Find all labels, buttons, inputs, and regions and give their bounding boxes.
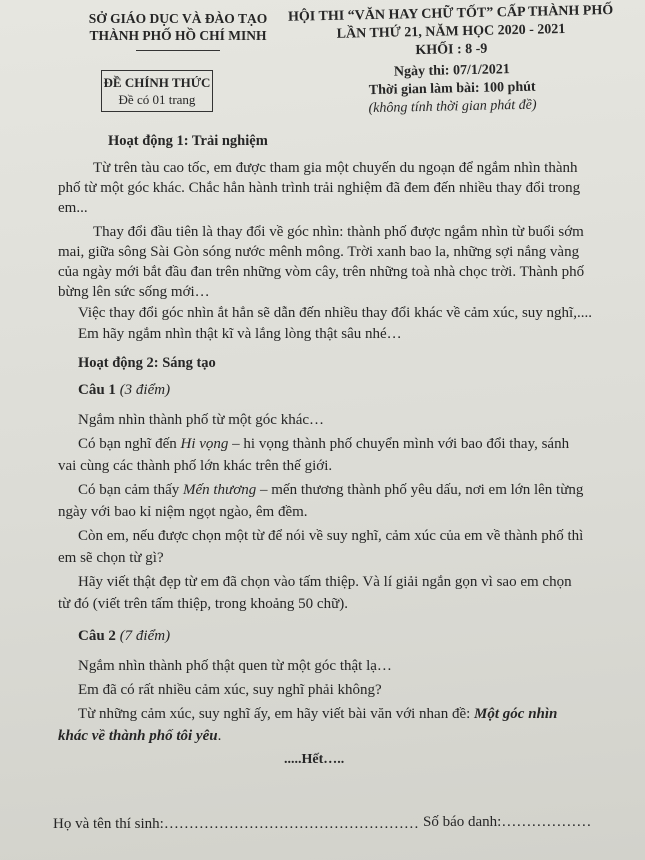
question1-hope-line1 [78,436,569,453]
department-name: SỞ GIÁO DỤC VÀ ĐÀO TẠO [88,11,268,26]
question1-task-line1: Hãy viết thật đẹp từ em đã chọn vào tấm thiệp. Và lí giải ngắn gọn vì sao em chọn [78,574,572,590]
contest-edition: LẦN THỨ 21, NĂM HỌC 2020 - 2021 [336,21,566,42]
activity1-p2-line2: mai, giữa sông Sài Gòn sóng nước mênh mông. Trời xanh bao la, những sợi nắng vàng [58,244,580,260]
activity1-p1-line1: Từ trên tàu cao tốc, em được tham gia một chuyến du ngoạn để ngắm nhìn thành [93,160,578,176]
grade-level: KHỐI : 8 -9 [415,41,488,59]
question2-line3 [78,706,557,723]
hope-prefix: Có bạn nghĩ đến [78,436,181,452]
department-header [62,10,294,51]
activity1-p3-line2: Em hãy ngắm nhìn thật kĩ và lắng lòng thật sâu nhé… [78,326,402,342]
love-suffix: – mến thương thành phố yêu dấu, nơi em lớn lên từng [256,482,584,498]
contest-header [278,2,625,120]
activity1-p1-line3: em... [58,200,88,216]
candidate-id-label: Số báo danh:……………… [423,814,592,830]
question1-heading [78,382,170,399]
question2-line2: Em đã có rất nhiều cảm xúc, suy nghĩ phải không? [78,682,382,698]
question1-love-line2: ngày với bao kỉ niệm ngọt ngào, êm đềm. [58,504,308,520]
activity2-heading: Hoạt động 2: Sáng tạo [78,355,216,371]
question1-label: Câu 1 [78,382,116,398]
question1-points: (3 điểm) [119,382,171,398]
hope-suffix: – hi vọng thành phố chuyển mình với bao đổi thay, sánh [228,436,570,452]
activity1-heading: Hoạt động 1: Trải nghiệm [108,133,268,149]
activity1-p3-line1: Việc thay đổi góc nhìn ắt hẳn sẽ dẫn đến nhiều thay đổi khác về cảm xúc, suy nghĩ,.... [78,305,592,321]
question2-line4 [58,728,221,745]
header-divider [136,50,220,51]
exam-duration: Thời gian làm bài: 100 phút [368,79,536,99]
end-mark: .....Hết….. [284,752,345,767]
contest-name: HỘI THI “VĂN HAY CHỮ TỐT” CẤP THÀNH PHỐ [287,2,614,25]
question2-label: Câu 2 [78,628,116,644]
question1-you-line2: em sẽ chọn từ gì? [58,550,164,566]
question1-task-line2: từ đó (viết trên tấm thiệp, trong khoảng 50 chữ). [58,596,348,612]
question2-prompt: Từ những cảm xúc, suy nghĩ ấy, em hãy viết bài văn với nhan đề: [78,706,475,722]
question1-you-line1: Còn em, nếu được chọn một từ để nói về suy nghĩ, cảm xúc của em về thành phố thì [78,528,584,544]
question1-hope-line2: vai cùng các thành phố lớn khác trên thế giới. [58,458,333,474]
love-prefix: Có bạn cảm thấy [78,482,183,498]
question1-intro: Ngắm nhìn thành phố từ một góc khác… [78,412,325,428]
official-exam-title: ĐỀ CHÍNH THỨC [103,75,211,90]
candidate-name-label: Họ và tên thí sinh:…………………………………………… [53,816,419,832]
question2-heading [78,628,170,645]
page-count: Đề có 01 trang [118,92,196,107]
essay-title-part2: khác về thành phố tôi yêu [58,728,218,744]
activity1-p2-line1: Thay đổi đầu tiên là thay đổi về góc nhìn: thành phố được ngắm nhìn từ buổi sớm [93,224,584,240]
question1-love-line1 [78,482,583,499]
official-exam-box [101,70,213,112]
essay-title-end: . [217,728,222,744]
activity1-p2-line3: của ngày mới bắt đầu đan trên những vòm cây, trên những toà nhà chọc trời. Thành phố [58,264,585,280]
question2-points: (7 điểm) [119,628,171,644]
essay-title-part1: Một góc nhìn [474,706,558,722]
question2-line1: Ngắm nhìn thành phố thật quen từ một góc thật lạ… [78,658,392,674]
love-word: Mến thương [182,482,257,498]
activity1-p1-line2: phố từ một góc khác. Chắc hẳn hành trình trải nghiệm đã đem đến nhiều thay đổi trong [58,180,581,196]
exam-date: Ngày thi: 07/1/2021 [393,62,510,80]
activity1-p2-line4: bừng lên sức sống mới… [58,284,210,300]
duration-note: (không tính thời gian phát đề) [368,97,537,117]
hope-word: Hi vọng [180,436,229,452]
city-name: THÀNH PHỐ HỒ CHÍ MINH [89,28,267,43]
